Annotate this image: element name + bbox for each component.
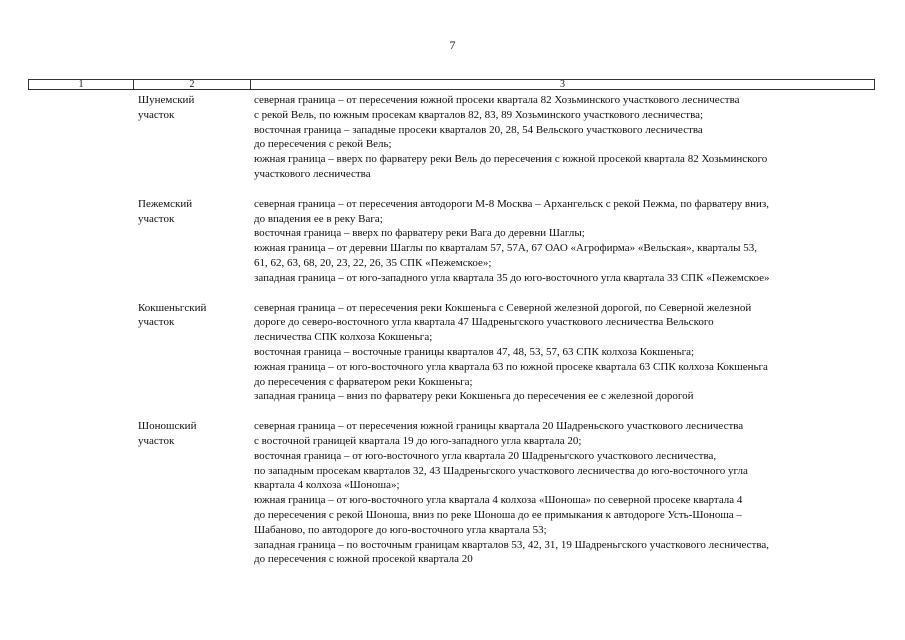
section-name bbox=[138, 197, 255, 286]
section-boundaries bbox=[254, 93, 874, 182]
boundary-line: северная граница – от пересечения южной границы квартала 20 Шадреньского участкового лесничества bbox=[254, 420, 744, 433]
section-name bbox=[138, 419, 255, 567]
section-name bbox=[138, 301, 255, 405]
section-name bbox=[138, 93, 255, 182]
section-name-line: Шоношский bbox=[138, 420, 197, 433]
section-kokshengsky bbox=[0, 301, 905, 405]
table-header-col-1: 1 bbox=[29, 80, 134, 89]
boundary-line: дороге до северо-восточного угла квартала 47 Шадреньгского участкового лесничества Вельского bbox=[254, 316, 714, 329]
section-name-line: участок bbox=[138, 212, 175, 225]
boundary-line: до пересечения с рекой Вель; bbox=[254, 138, 392, 151]
section-name-line: Пежемский bbox=[138, 197, 193, 210]
boundary-line: до впадения ее в реку Вага; bbox=[254, 212, 383, 225]
boundary-line: западная граница – от юго-западного угла квартала 35 до юго-восточного угла квартала 33 СПК «Пежемское» bbox=[254, 271, 770, 284]
table-header-row bbox=[28, 79, 875, 90]
boundary-line: с восточной границей квартала 19 до юго-западного угла квартала 20; bbox=[254, 434, 582, 447]
boundary-line: до пересечения с фарватером реки Кокшеньга; bbox=[254, 375, 473, 388]
boundary-line: западная граница – по восточным границам кварталов 53, 42, 31, 19 Шадреньгского участкового лесничества, bbox=[254, 538, 770, 551]
boundary-line: северная граница – от пересечения автодороги М-8 Москва – Архангельск с рекой Пежма, по фарватеру вниз, bbox=[254, 197, 769, 210]
section-boundaries bbox=[254, 419, 874, 567]
boundary-line: южная граница – от юго-восточного угла квартала 4 колхоза «Шоноша» по северной просеке квартала 4 bbox=[254, 494, 743, 507]
boundary-line: южная граница – от деревни Шаглы по кварталам 57, 57А, 67 ОАО «Агрофирма» «Вельская», кварталы 53, bbox=[254, 242, 758, 255]
section-name-line: участок bbox=[138, 316, 175, 329]
boundary-line: Шабаново, по автодороге до юго-восточного угла квартала 53; bbox=[254, 523, 547, 536]
table-header-col-2: 2 bbox=[134, 80, 251, 89]
section-name-line: участок bbox=[138, 434, 175, 447]
page-number: 7 bbox=[449, 38, 456, 52]
boundary-line: северная граница – от пересечения южной просеки квартала 82 Хозьминского участкового лесничества bbox=[254, 94, 740, 106]
boundary-line: по западным просекам кварталов 32, 43 Шадреньгского участкового лесничества до юго-восточного угла bbox=[254, 464, 748, 477]
boundary-line: восточная граница – от юго-восточного угла квартала 20 Шадреньгского участкового лесничества, bbox=[254, 449, 717, 462]
section-name-line: Шунемский bbox=[138, 94, 195, 106]
boundary-line: северная граница – от пересечения реки Кокшеньга с Северной железной дорогой, по Северной железной bbox=[254, 301, 752, 314]
boundary-line: участкового лесничества bbox=[254, 167, 371, 180]
boundary-line: квартала 4 колхоза «Шоноша»; bbox=[254, 479, 400, 492]
boundary-line: 61, 62, 63, 68, 20, 23, 22, 26, 35 СПК «Пежемское»; bbox=[254, 256, 492, 269]
sections-list bbox=[0, 93, 905, 582]
boundary-line: с рекой Вель, по южным просекам кварталов 82, 83, 89 Хозьминского участкового лесничества; bbox=[254, 108, 704, 121]
boundary-line: до пересечения с рекой Шоноша, вниз по реке Шоноша до ее примыкания к автодороге Усть-Шоноша – bbox=[254, 508, 742, 521]
section-pezhemsky bbox=[0, 197, 905, 286]
section-name-line: Кокшеньгский bbox=[138, 301, 207, 314]
boundary-line: до пересечения с южной просекой квартала 20 bbox=[254, 553, 473, 566]
section-shonoshsky bbox=[0, 419, 905, 567]
boundary-line: лесничества СПК колхоза Кокшеньга; bbox=[254, 331, 433, 344]
section-boundaries bbox=[254, 301, 874, 405]
boundary-line: южная граница – от юго-восточного угла квартала 63 по южной просеке квартала 63 СПК колхоза Кокшеньга bbox=[254, 360, 768, 373]
section-shunemsky bbox=[0, 93, 905, 182]
boundary-line: восточная граница – вверх по фарватеру реки Вага до деревни Шаглы; bbox=[254, 227, 585, 240]
boundary-line: восточная граница – западные просеки кварталов 20, 28, 54 Вельского участкового лесничества bbox=[254, 123, 703, 136]
boundary-line: восточная граница – восточные границы кварталов 47, 48, 53, 57, 63 СПК колхоза Кокшеньга; bbox=[254, 345, 695, 358]
section-boundaries bbox=[254, 197, 874, 286]
section-name-line: участок bbox=[138, 108, 175, 121]
boundary-line: западная граница – вниз по фарватеру реки Кокшеньга до пересечения ее с железной дорогой bbox=[254, 390, 694, 403]
table-header-col-3: 3 bbox=[560, 79, 565, 90]
boundary-line: южная граница – вверх по фарватеру реки Вель до пересечения с южной просекой квартала 82 Хозьминского bbox=[254, 153, 768, 166]
